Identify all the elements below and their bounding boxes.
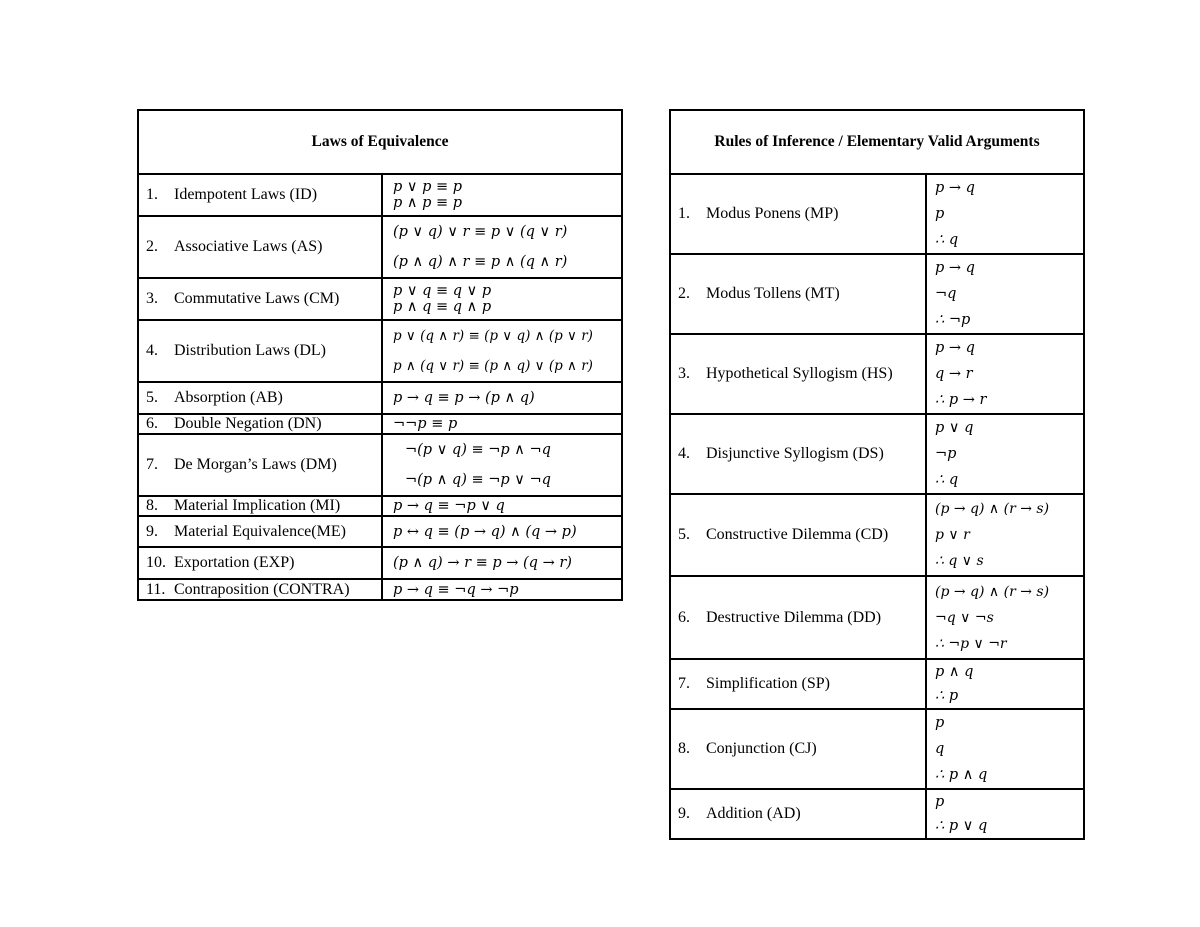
law-name: 4. Distribution Laws (DL) [138,320,382,382]
rules-of-inference-table [669,109,1085,840]
table-row [670,576,1084,659]
rule-name: 3. Hypothetical Syllogism (HS) [670,334,926,414]
rule-name: 9. Addition (AD) [670,789,926,839]
rules-table-title: Rules of Inference / Elementary Valid Arguments [670,110,1084,174]
rule-name: 5. Constructive Dilemma (CD) [670,494,926,576]
table-row [670,254,1084,334]
laws-of-equivalence-table [137,109,623,601]
law-formulas: p ∨ q ≡ q ∨ p p ∧ q ≡ q ∧ p [382,278,622,320]
table-row [670,334,1084,414]
table-row [670,659,1084,709]
table-row [138,320,622,382]
law-name: 8. Material Implication (MI) [138,496,382,516]
law-name: 2. Associative Laws (AS) [138,216,382,278]
table-row [138,414,622,434]
table-row [138,547,622,579]
rule-formulas: (p → q) ∧ (r → s) ¬q ∨ ¬s ∴ ¬p ∨ ¬r [926,576,1084,659]
table-row [138,434,622,496]
laws-table-title: Laws of Equivalence [138,110,622,174]
rule-formulas: p → q ¬q ∴ ¬p [926,254,1084,334]
law-formulas: p ∨ p ≡ p p ∧ p ≡ p [382,174,622,216]
law-formulas: p → q ≡ p → (p ∧ q) [382,382,622,414]
table-row [138,579,622,600]
rule-name: 6. Destructive Dilemma (DD) [670,576,926,659]
law-formulas: ¬(p ∨ q) ≡ ¬p ∧ ¬q ¬(p ∧ q) ≡ ¬p ∨ ¬q [382,434,622,496]
rule-name: 1. Modus Ponens (MP) [670,174,926,254]
table-row [138,382,622,414]
table-row [670,414,1084,494]
rule-name: 8. Conjunction (CJ) [670,709,926,789]
law-formulas: p ↔ q ≡ (p → q) ∧ (q → p) [382,516,622,547]
rule-formulas: (p → q) ∧ (r → s) p ∨ r ∴ q ∨ s [926,494,1084,576]
law-name: 5. Absorption (AB) [138,382,382,414]
table-row [138,174,622,216]
table-row [670,174,1084,254]
law-name: 6. Double Negation (DN) [138,414,382,434]
law-formulas: (p ∧ q) → r ≡ p → (q → r) [382,547,622,579]
rule-formulas: p → q p ∴ q [926,174,1084,254]
rule-name: 4. Disjunctive Syllogism (DS) [670,414,926,494]
rule-formulas: p q ∴ p ∧ q [926,709,1084,789]
table-row [670,789,1084,839]
law-formulas: p → q ≡ ¬q → ¬p [382,579,622,600]
law-name: 3. Commutative Laws (CM) [138,278,382,320]
law-name: 1. Idempotent Laws (ID) [138,174,382,216]
law-name: 9. Material Equivalence(ME) [138,516,382,547]
rule-formulas: p ∧ q ∴ p [926,659,1084,709]
table-row [670,709,1084,789]
law-name: 10. Exportation (EXP) [138,547,382,579]
table-row [138,516,622,547]
rule-formulas: p ∨ q ¬p ∴ q [926,414,1084,494]
table-row [138,278,622,320]
law-formulas: p → q ≡ ¬p ∨ q [382,496,622,516]
rule-formulas: p → q q → r ∴ p → r [926,334,1084,414]
law-formulas: (p ∨ q) ∨ r ≡ p ∨ (q ∨ r) (p ∧ q) ∧ r ≡ p ∧ (q ∧ r) [382,216,622,278]
rule-name: 2. Modus Tollens (MT) [670,254,926,334]
table-row [138,496,622,516]
law-name: 7. De Morgan’s Laws (DM) [138,434,382,496]
table-row [138,216,622,278]
law-formulas: ¬¬p ≡ p [382,414,622,434]
law-formulas: p ∨ (q ∧ r) ≡ (p ∨ q) ∧ (p ∨ r) p ∧ (q ∨ r) ≡ (p ∧ q) ∨ (p ∧ r) [382,320,622,382]
law-name: 11. Contraposition (CONTRA) [138,579,382,600]
rule-name: 7. Simplification (SP) [670,659,926,709]
table-row [670,494,1084,576]
rule-formulas: p ∴ p ∨ q [926,789,1084,839]
